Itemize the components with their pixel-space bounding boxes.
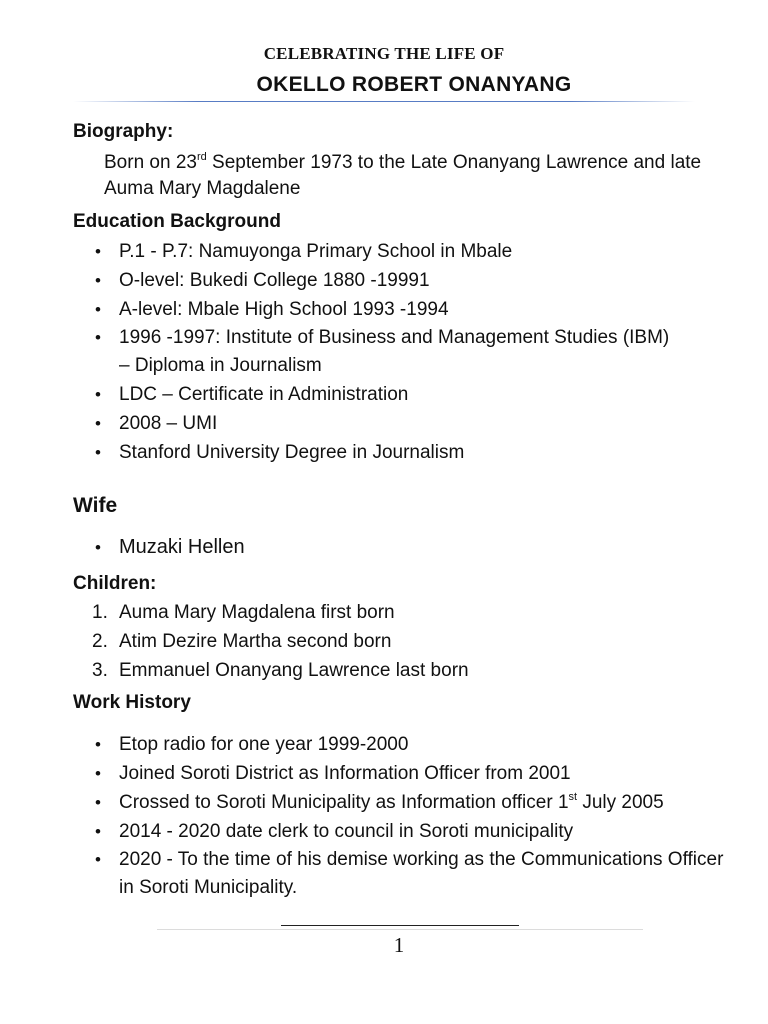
wife-list [92,533,712,562]
header-subtitle: CELEBRATING THE LIFE OF [263,44,505,63]
list-number: 2. [92,631,108,652]
list-item [92,656,712,685]
children-heading: Children: [73,573,157,594]
biography-text [104,150,704,202]
list-number: 3. [92,660,108,681]
list-item [92,627,712,656]
work-item-text-rest: July 2005 [577,792,664,813]
child-name: Atim Dezire Martha second born [119,631,392,652]
work-list [92,730,724,902]
header-divider [73,101,695,102]
list-item: • Stanford University Degree in Journalism [92,438,712,467]
list-item [92,598,712,627]
list-item: • Etop radio for one year 1999-2000 [92,730,712,759]
education-list [92,237,712,467]
footer-signature-line [281,925,519,926]
wife-heading: Wife [73,494,118,517]
list-item: • 2014 - 2020 date clerk to council in Soroti municipality [92,817,712,846]
children-list [92,598,712,685]
header-name: OKELLO ROBERT ONANYANG [256,73,572,96]
biography-text-rest: September 1973 to the Late Onanyang Lawrence and late Auma Mary Magdalene [104,152,702,199]
biography-heading: Biography: [73,121,174,142]
list-number: 1. [92,602,108,623]
list-item: • LDC – Certificate in Administration [92,380,712,409]
biography-text-start: Born on 23 [104,152,197,173]
child-name: Auma Mary Magdalena first born [119,602,395,623]
footer-divider [157,929,643,930]
list-item: • 1996 -1997: Institute of Business and Management Studies (IBM) – Diploma in Journalism [92,324,679,380]
list-item: • O-level: Bukedi College 1880 -19991 [92,266,712,295]
biography-superscript: rd [196,151,207,163]
list-item [92,788,712,817]
child-name: Emmanuel Onanyang Lawrence last born [119,660,469,681]
list-item: • P.1 - P.7: Namuyonga Primary School in Mbale [92,237,712,266]
list-item: • 2020 - To the time of his demise working as the Communications Officer in Soroti Municipality. [92,846,729,902]
list-item: • Muzaki Hellen [92,533,712,562]
work-item-superscript: st [568,791,578,803]
work-item-text: Crossed to Soroti Municipality as Information officer 1 [119,792,569,813]
page-number: 1 [393,933,405,957]
list-item: • Joined Soroti District as Information Officer from 2001 [92,759,712,788]
list-item: • 2008 – UMI [92,409,712,438]
work-heading: Work History [73,692,191,713]
list-item: • A-level: Mbale High School 1993 -1994 [92,295,712,324]
education-heading: Education Background [73,211,281,232]
